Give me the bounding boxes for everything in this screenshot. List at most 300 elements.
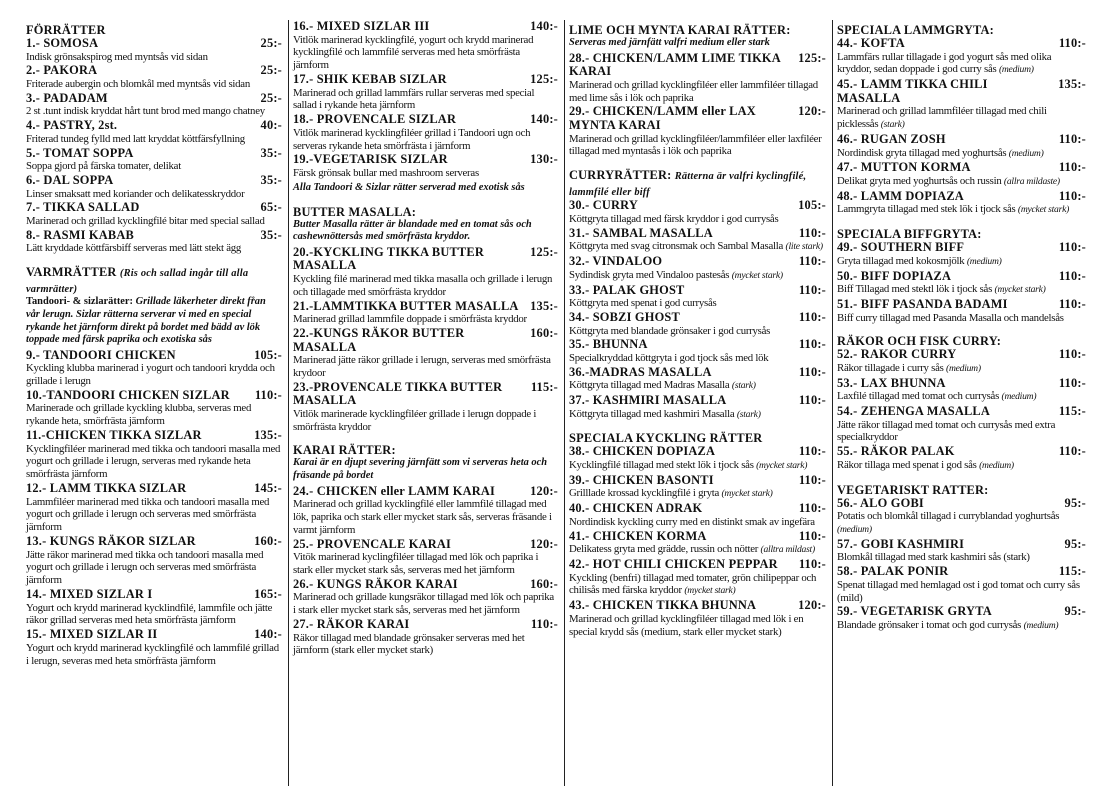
menu-item-description	[569, 379, 826, 393]
tandoori-sizlar-sauce-note: Alla Tandoori & Sizlar rätter serverad med exotisk sås	[293, 181, 525, 193]
menu-item-header	[569, 338, 826, 352]
menu-item-description	[293, 87, 558, 113]
menu-item-description-text: Räkor tillagad med blandade grönsaker serveras med het järnform (stark eller mycket stark)	[293, 631, 525, 657]
menu-item-description-text: Köttgryta med blandade grönsaker i god currysås	[569, 324, 771, 337]
menu-item-header	[293, 618, 558, 632]
menu-item-header	[293, 327, 558, 354]
menu-item-description-text: Biff curry tillagad med Pasanda Masalla och mandelsås	[837, 311, 1064, 324]
menu-item-price: 25:-	[260, 36, 282, 50]
menu-item-list	[293, 246, 558, 434]
menu-item	[293, 20, 558, 72]
menu-item-header	[26, 147, 282, 161]
menu-item-description	[26, 78, 282, 91]
menu-item-description-text: Lammfiléer marinerad med tikka och tandoori masalla med yogurt och grillade i lerugn och serveras med smörfrästa järnform	[26, 495, 270, 534]
menu-item-description-text: Lammfärs rullar tillagade i god yogurt sås med olika kryddor, sedan doppade i god curry sås	[837, 50, 1052, 76]
menu-item	[837, 161, 1086, 188]
menu-item-strength-note: (medium)	[979, 459, 1014, 471]
menu-item	[837, 348, 1086, 375]
menu-item	[837, 78, 1086, 132]
menu-item	[569, 599, 826, 638]
menu-item-price: 145:-	[254, 481, 282, 496]
menu-item	[26, 64, 282, 90]
section-title-butter-masalla: BUTTER MASALLA:	[293, 204, 417, 219]
menu-item-header	[293, 538, 558, 552]
menu-item	[569, 105, 826, 158]
menu-item-description	[837, 362, 1086, 376]
menu-item-name: 8.- RASMI KABAB	[26, 227, 134, 242]
menu-item-list	[569, 199, 826, 421]
menu-item-price: 120:-	[798, 104, 826, 119]
menu-item-description	[837, 203, 1086, 217]
menu-item-price: 95:-	[1064, 536, 1086, 551]
menu-item-strength-note: (mycket stark)	[994, 284, 1046, 296]
menu-item-header	[569, 52, 826, 79]
menu-item-description-text: Linser smaksatt med koriander och delikatesskryddor	[26, 187, 245, 200]
menu-item-name: 47.- MUTTON KORMA	[837, 160, 971, 175]
menu-item-description	[837, 175, 1086, 189]
menu-item-description-text: Köttgryta tillagad med färsk kryddor i god currysås	[569, 212, 779, 225]
menu-item-description-text: Lammgryta tillagad med stek lök i tjock sås	[837, 203, 1016, 216]
menu-item-name: 20.-KYCKLING TIKKA BUTTER MASALLA	[293, 244, 485, 273]
menu-item-description	[837, 579, 1086, 605]
menu-item	[293, 113, 558, 152]
menu-item-header	[837, 241, 1086, 255]
menu-item-name: 33.- PALAK GHOST	[569, 282, 685, 297]
menu-item-name: 3.- PADADAM	[26, 90, 108, 105]
section-title-forratter: FÖRRÄTTER	[26, 23, 106, 37]
menu-item-name: 4.- PASTRY, 2st.	[26, 118, 118, 133]
menu-item-name: 28.- CHICKEN/LAMM LIME TIKKA KARAI	[569, 50, 781, 79]
menu-item	[569, 530, 826, 557]
menu-item-price: 35:-	[260, 145, 282, 160]
menu-item-list	[26, 349, 282, 668]
menu-item-price: 110:-	[1058, 347, 1086, 362]
menu-item-description	[293, 34, 558, 72]
menu-item-description-text: Vitlök marinerad kycklingfiléer grillad i Tandoori ugn och serveras rykande heta smörfrästa i järnform	[293, 126, 531, 152]
menu-item-header	[837, 538, 1086, 552]
menu-item-header	[293, 485, 558, 499]
menu-item	[837, 270, 1086, 297]
menu-item-header	[569, 366, 826, 380]
menu-item-description	[837, 105, 1086, 132]
menu-item-header	[837, 405, 1086, 419]
menu-item	[569, 502, 826, 528]
menu-item	[293, 538, 558, 577]
menu-item-description-text: Nordindisk kyckling curry med en distinkt smak av ingefära	[569, 515, 815, 528]
menu-item-strength-note: (mycket stark)	[684, 585, 736, 597]
menu-item-price: 135:-	[1058, 77, 1086, 92]
menu-item	[293, 246, 558, 299]
menu-item-header	[26, 64, 282, 78]
menu-item-description-text: Vitlök marinerade kycklingfiléer grillade i lerugn doppade i smörfrästa kryddor	[293, 407, 537, 433]
section-title-vegetariskt: VEGETARISKT RATTER:	[837, 482, 989, 497]
menu-item-description	[569, 269, 826, 283]
menu-item-name: 22.-KUNGS RÄKOR BUTTER MASALLA	[293, 325, 465, 354]
menu-item-price: 105:-	[254, 347, 282, 362]
menu-item-name: 26.- KUNGS RÄKOR KARAI	[293, 576, 458, 591]
section-title-karai: KARAI RÄTTER:	[293, 443, 396, 458]
menu-item	[569, 284, 826, 310]
menu-item-strength-note: (medium)	[1023, 620, 1059, 632]
menu-item-description-text: Vitlök marinerad kycklingfilé, yogurt och krydd marinerad kycklingfilé och lammfilé serveras med heta smörfrästa järnform	[293, 33, 534, 72]
menu-item-description	[569, 516, 826, 529]
menu-item-price: 115:-	[1058, 404, 1086, 419]
menu-item-price: 35:-	[260, 227, 282, 242]
menu-item-description-text: Indisk grönsakspirog med myntsås vid sidan	[26, 50, 208, 63]
menu-item-price: 165:-	[254, 587, 282, 602]
menu-item-name: 49.- SOUTHERN BIFF	[837, 240, 965, 255]
menu-item	[26, 92, 282, 118]
menu-item-price: 110:-	[798, 364, 826, 379]
menu-item-name: 29.- CHICKEN/LAMM eller LAX MYNTA KARAI	[569, 104, 756, 132]
menu-item-strength-note: (medium)	[966, 255, 1002, 267]
menu-item-description-text: Marinerad och grillad kycklingfiléer tillagad med lök i en special krydd sås (medium, stark eller mycket stark)	[569, 612, 804, 638]
menu-item-price: 110:-	[798, 501, 826, 516]
menu-item-price: 110:-	[530, 617, 558, 632]
menu-item-name: 7.- TIKKA SALLAD	[26, 200, 140, 215]
menu-item-description	[569, 543, 826, 557]
menu-item-header	[569, 394, 826, 408]
menu-item-header	[26, 628, 282, 642]
menu-item-name: 36.-MADRAS MASALLA	[569, 364, 712, 379]
menu-item-name: 39.- CHICKEN BASONTI	[569, 472, 714, 487]
menu-item-name: 54.- ZEHENGA MASALLA	[837, 404, 991, 419]
menu-item-name: 51.- BIFF PASANDA BADAMI	[837, 296, 1008, 311]
menu-item-description-text: Spenat tillagad med hemlagad ost i god tomat och curry sås (mild)	[837, 578, 1080, 604]
menu-column-4	[832, 20, 1092, 786]
menu-item	[569, 366, 826, 393]
menu-item-description	[26, 133, 282, 146]
menu-item	[26, 429, 282, 481]
menu-item-description	[293, 591, 558, 617]
menu-item-name: 13.- KUNGS RÄKOR SIZLAR	[26, 534, 196, 549]
menu-item-list	[837, 348, 1086, 472]
menu-item-header	[26, 174, 282, 188]
menu-item	[26, 174, 282, 200]
menu-item-header	[837, 445, 1086, 459]
menu-item-header	[569, 474, 826, 488]
menu-item-strength-note: (medium)	[1008, 147, 1044, 159]
menu-item-price: 110:-	[798, 444, 826, 459]
menu-column-3	[564, 20, 832, 786]
menu-item-name: 41.- CHICKEN KORMA	[569, 528, 707, 543]
menu-item-header	[569, 199, 826, 213]
menu-item-description-text: Friterade aubergin och blomkål med myntsås vid sidan	[26, 77, 250, 90]
menu-item	[569, 338, 826, 364]
menu-item-name: 18.- PROVENCALE SIZLAR	[293, 112, 457, 127]
menu-item-description	[837, 390, 1086, 404]
menu-item-description-text: 2 st .tunt indisk kryddat hårt tunt brod med mango chatney	[26, 105, 265, 118]
menu-item-header	[293, 381, 558, 408]
section-title-speciala-lammgryta: SPECIALA LAMMGRYTA:	[837, 23, 994, 37]
menu-item-price: 110:-	[798, 337, 826, 352]
menu-item	[26, 482, 282, 534]
menu-column-2	[288, 20, 564, 786]
menu-item-header	[569, 599, 826, 613]
menu-item-description	[26, 188, 282, 201]
section-title-lime-mynta: LIME OCH MYNTA KARAI RÄTTER:	[569, 23, 791, 37]
menu-item-name: 58.- PALAK PONIR	[837, 564, 949, 579]
menu-item-description-text: Marinerad och grillad kycklingfilé eller lammfilé tillagad med lök, paprika och stark eller mycket stark sås, serveras fräsande i varmt järnform	[293, 498, 552, 536]
menu-item-price: 25:-	[260, 63, 282, 78]
menu-item	[293, 73, 558, 112]
menu-item-name: 43.- CHICKEN TIKKA BHUNNA	[569, 598, 757, 613]
menu-item	[26, 588, 282, 627]
menu-item-description-text: Potatis och blomkål tillagad i curryblandad yoghurtsås	[837, 510, 1060, 523]
menu-item-price: 110:-	[1058, 131, 1086, 146]
menu-item-price: 140:-	[530, 112, 558, 127]
butter-masalla-note: Butter Masalla rätter är blandade med en tomat sås och cashewnöttersås med smörfrästa kryddor.	[293, 218, 532, 243]
section-title-curryratter: CURRYRÄTTER: Rätterna är valfri kyclingfilé, lammfilé eller biff	[569, 168, 807, 198]
menu-item-strength-note: (medium)	[837, 524, 872, 536]
menu-item-price: 110:-	[798, 309, 826, 324]
menu-item-header	[26, 588, 282, 602]
menu-item-description	[26, 160, 282, 173]
menu-item-description	[569, 352, 826, 365]
menu-column-1	[22, 20, 288, 786]
menu-item-price: 110:-	[1058, 160, 1086, 175]
menu-item-description	[837, 51, 1086, 78]
menu-item-description	[26, 105, 282, 118]
menu-item	[26, 201, 282, 227]
varmratter-note: (Ris och sallad ingår till alla varmrätter)	[26, 268, 249, 295]
menu-item-header	[293, 153, 558, 167]
menu-item-price: 40:-	[260, 118, 282, 133]
menu-item-description-text: Färsk grönsak bullar med mashroom serveras	[293, 166, 479, 179]
section-title-speciala-kyckling: SPECIALA KYCKLING RÄTTER	[569, 431, 763, 446]
menu-item-name: 10.-TANDOORI CHICKEN SIZLAR	[26, 387, 230, 402]
menu-item-description-text: Köttgryta med spenat i god currysås	[569, 297, 717, 310]
menu-item-price: 130:-	[530, 152, 558, 167]
menu-item-header	[569, 530, 826, 544]
menu-item-list	[837, 37, 1086, 217]
menu-item-list	[26, 37, 282, 255]
menu-item-description	[569, 613, 826, 639]
menu-item-price: 110:-	[798, 557, 826, 572]
menu-item-description	[26, 496, 282, 534]
menu-item-price: 110:-	[254, 387, 282, 402]
menu-item-price: 105:-	[798, 198, 826, 213]
menu-item-header	[293, 578, 558, 592]
menu-item-strength-note: (stark)	[731, 380, 756, 392]
menu-item-description	[293, 632, 558, 658]
menu-item-name: 44.- KOFTA	[837, 36, 905, 50]
menu-item	[26, 147, 282, 173]
menu-item-price: 160:-	[254, 534, 282, 549]
menu-item-description-text: Grilllade krossad kycklingfilé i gryta	[569, 487, 720, 500]
menu-item-price: 110:-	[1058, 444, 1086, 459]
menu-item-description	[837, 283, 1086, 297]
menu-item-header	[837, 78, 1086, 105]
menu-item-header	[837, 298, 1086, 312]
menu-item-name: 42.- HOT CHILI CHICKEN PEPPAR	[569, 557, 778, 572]
menu-item-price: 120:-	[798, 598, 826, 613]
menu-item-price: 110:-	[798, 393, 826, 408]
menu-item-description-text: Köttgryta tillagad med Madras Masalla	[569, 379, 730, 392]
menu-item-description-text: Friterad tundeg fylld med latt kryddat köttfärsfyllning	[26, 132, 245, 145]
menu-item-description-text: Kycklingfilé tillagad med stekt lök i tjock sås	[569, 459, 754, 472]
menu-item-description	[26, 642, 282, 668]
menu-item-description-text: Lätt kryddade köttfärsbiff serveras med lätt stekt ägg	[26, 242, 242, 255]
menu-item-description-text: Soppa gjord på färska tomater, delikat	[26, 160, 181, 173]
menu-item	[26, 119, 282, 145]
menu-item-name: 21.-LAMMTIKKA BUTTER MASALLA	[293, 298, 519, 313]
menu-item-strength-note: (allra mildaste)	[1003, 175, 1060, 187]
menu-item-name: 40.- CHICKEN ADRAK	[569, 501, 703, 516]
menu-item-description	[293, 354, 558, 380]
menu-item-header	[569, 105, 826, 132]
menu-item-description-text: Marinerad och grillad kycklingfiléer eller lammfiléer tillagad med lime sås i lök och paprika	[569, 78, 818, 104]
menu-item	[569, 394, 826, 421]
menu-item-description	[26, 549, 282, 587]
menu-item-header	[26, 535, 282, 549]
menu-item-description	[569, 572, 826, 599]
menu-item-description-text: Blomkål tillagad med stark kashmiri sås (stark)	[837, 551, 1030, 564]
menu-item-description	[26, 402, 282, 428]
menu-item	[569, 255, 826, 282]
menu-item-price: 95:-	[1064, 604, 1086, 619]
menu-item-header	[293, 20, 558, 34]
menu-item	[293, 578, 558, 617]
menu-item	[837, 377, 1086, 404]
tandoori-sizlar-note: Tandoori- & sizlarätter: Grillade läkerheter direkt fr̊an vår lerugn. Sizlar rätterna serverar vi med en special rykande het järnform direkt på bordet med bädd av lök toppade med färsk paprika och exotiska sås	[26, 296, 266, 346]
section-title-varmratter: VARMRÄTTER (Ris och sallad ingår till alla varmrätter)	[26, 265, 249, 295]
menu-item	[837, 298, 1086, 324]
menu-item-price: 110:-	[798, 528, 826, 543]
menu-item-price: 110:-	[798, 472, 826, 487]
menu-item-header	[837, 190, 1086, 204]
menu-item-header	[293, 246, 558, 273]
menu-item-description-text: Marinerade och grillade kyckling klubba, serveras med rykande heta, smörfrästa järnform	[26, 402, 252, 428]
menu-item-strength-note: (medium)	[998, 64, 1034, 76]
menu-item-description-text: Sydindisk gryta med Vindaloo pastesås	[569, 268, 730, 281]
menu-item-description-text: Kycklingfiléer marinerad med tikka och tandoori masalla med yogurt och grillade i lerugn, serveras med rykande heta smörfrästa järnform	[26, 442, 281, 481]
menu-item-description	[26, 362, 282, 388]
menu-item-name: 12.- LAMM TIKKA SIZLAR	[26, 481, 187, 496]
menu-item-header	[837, 348, 1086, 362]
menu-item-name: 5.- TOMAT SOPPA	[26, 145, 134, 160]
menu-item-name: 30.- CURRY	[569, 198, 639, 213]
menu-item-name: 25.- PROVENCALE KARAI	[293, 536, 452, 551]
menu-item-name: 19.-VEGETARISK SIZLAR	[293, 152, 448, 167]
menu-item-description-text: Marinerad och grillad kycklingfilé bitar med special sallad	[26, 214, 265, 227]
menu-item-description	[26, 215, 282, 228]
menu-item-header	[26, 482, 282, 496]
menu-item-price: 115:-	[1058, 564, 1086, 579]
menu-item-price: 110:-	[1058, 296, 1086, 311]
menu-item-price: 65:-	[260, 200, 282, 215]
menu-item-price: 110:-	[798, 225, 826, 240]
menu-item-price: 135:-	[530, 298, 558, 313]
menu-item-header	[837, 270, 1086, 284]
menu-item	[26, 535, 282, 587]
menu-item-name: 52.- RAKOR CURRY	[837, 347, 957, 362]
menu-item-description-text: Köttgryta tillagad med kashmiri Masalla	[569, 407, 735, 420]
menu-item-price: 160:-	[530, 325, 558, 340]
menu-item-description	[569, 297, 826, 310]
menu-item-strength-note: (mycket stark)	[721, 488, 773, 500]
menu-item-description	[26, 443, 282, 481]
menu-item	[837, 37, 1086, 77]
menu-item-price: 110:-	[1058, 375, 1086, 390]
menu-item-description-text: Räkor tillagade i curry sås	[837, 361, 944, 374]
menu-item-description	[569, 459, 826, 473]
menu-item-description	[293, 127, 558, 153]
menu-item-name: 56.- ALO GOBI	[837, 495, 924, 510]
menu-item	[837, 445, 1086, 472]
menu-item-description-text: Jätte räkor tillagad med tomat och currysås med extra specialkryddor	[837, 418, 1056, 444]
menu-item-header	[569, 502, 826, 516]
menu-item-strength-note: (medium)	[946, 362, 981, 374]
menu-item	[837, 538, 1086, 564]
menu-item-description	[293, 313, 558, 326]
menu-item	[569, 445, 826, 472]
menu-item-price: 110:-	[798, 282, 826, 297]
menu-item-description-text: Marinerad och grillade kungsräkor tillagad med lök och paprika i stark eller mycket stark sås, serveras med het järnform	[293, 591, 554, 617]
menu-item-description	[837, 510, 1086, 537]
menu-item-description	[26, 602, 282, 628]
menu-item-price: 125:-	[530, 244, 558, 259]
menu-item-header	[837, 133, 1086, 147]
menu-item-list	[837, 497, 1086, 633]
menu-item-price: 140:-	[530, 19, 558, 33]
menu-item-name: 35.- BHUNNA	[569, 337, 648, 352]
menu-item-header	[837, 161, 1086, 175]
menu-item	[26, 389, 282, 428]
menu-item-header	[26, 92, 282, 106]
menu-item-description	[26, 51, 282, 64]
menu-item-description-text: Köttgryta med svag citronsmak och Sambal Masalla	[569, 240, 784, 253]
menu-item-description	[569, 487, 826, 501]
menu-item-description-text: Blandade grönsaker i tomat och god currysås	[837, 619, 1022, 632]
menu-item-header	[26, 201, 282, 215]
menu-item-name: 15.- MIXED SIZLAR II	[26, 627, 158, 642]
menu-item-price: 120:-	[530, 536, 558, 551]
menu-item-description-text: Yogurt och krydd marinerad kycklingfilé och lammfilé grillad i lerugn, severas med heta smörfrästa järnform	[26, 641, 279, 667]
menu-item-description-text: Delikat gryta med yoghurtsås och russin	[837, 174, 1002, 187]
menu-item	[837, 565, 1086, 604]
menu-item-description	[293, 551, 558, 577]
menu-item-price: 110:-	[1058, 268, 1086, 283]
menu-item-name: 14.- MIXED SIZLAR I	[26, 587, 153, 602]
menu-item-description-text: Yogurt och krydd marinerad kycklindfilé, lammfile och jätte räkor grillad serveras med heta smörfrästa järnform	[26, 601, 273, 627]
menu-item	[837, 605, 1086, 632]
menu-item-header	[837, 377, 1086, 391]
menu-item-name: 45.- LAMM TIKKA CHILI MASALLA	[837, 77, 988, 105]
menu-item-header	[569, 558, 826, 572]
lime-mynta-note: Serveras med järnfätt valfri medium eller stark	[569, 37, 770, 48]
menu-item	[837, 241, 1086, 268]
menu-item-price: 35:-	[260, 172, 282, 187]
menu-item-description-text: Delikatess gryta med grädde, russin och nötter	[569, 543, 759, 556]
menu-item-header	[26, 119, 282, 133]
menu-item-description-text: Räkor tillaga med spenat i god sås	[837, 458, 977, 471]
menu-item-description	[569, 325, 826, 338]
menu-item-name: 48.- LAMM DOPIAZA	[837, 188, 964, 203]
menu-item-description	[837, 312, 1086, 325]
menu-item	[26, 349, 282, 388]
menu-item	[837, 497, 1086, 537]
menu-item-name: 23.-PROVENCALE TIKKA BUTTER MASALLA	[293, 379, 503, 408]
menu-item-header	[837, 37, 1086, 51]
menu-item	[837, 190, 1086, 217]
menu-item-description-text: Kyckling filé marinerad med tikka masalla och grillade i lerugn och tillagade med smörfrästa kryddor	[293, 272, 553, 298]
menu-item-strength-note: (stark)	[736, 408, 761, 420]
menu-item-name: 16.- MIXED SIZLAR III	[293, 19, 430, 33]
menu-item-name: 31.- SAMBAL MASALLA	[569, 225, 713, 240]
menu-item-description	[569, 213, 826, 226]
menu-item-description-text: Jätte räkor marinerad med tikka och tandoori masalla med yogurt och grillade i lerugn och serveras med smörfrästa järnform	[26, 548, 264, 587]
